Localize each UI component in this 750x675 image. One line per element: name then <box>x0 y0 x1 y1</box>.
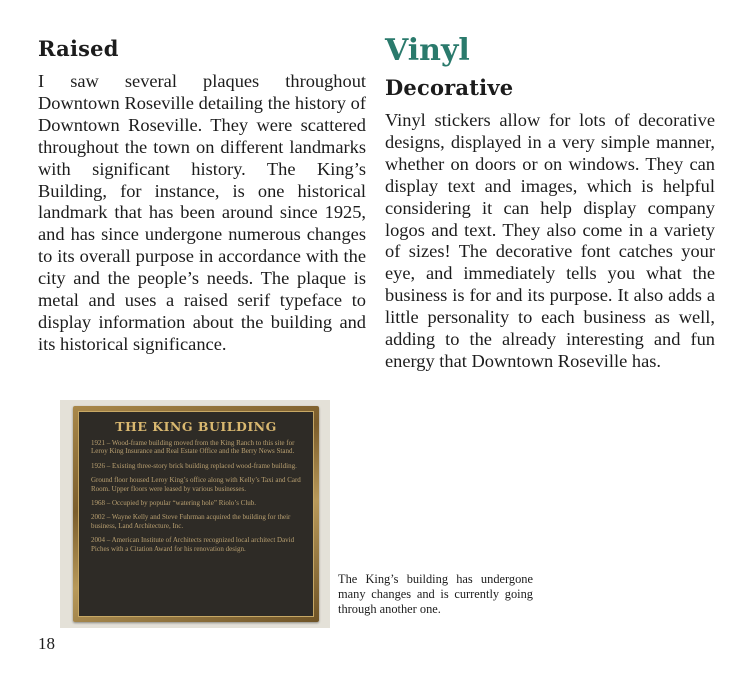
decorative-heading: Decorative <box>385 75 514 100</box>
plaque-line: 2004 – American Institute of Architects recognized local architect David Piches with a Citation Award for his renovation design. <box>91 536 295 553</box>
plaque-photo <box>60 400 330 628</box>
plaque-frame <box>73 406 319 622</box>
plaque-line: 1926 – Existing three-story brick building replaced wood-frame building. <box>91 461 297 470</box>
plaque-line: 1968 – Occupied by popular “watering hole” Riolo’s Club. <box>91 499 257 508</box>
right-column <box>385 34 715 373</box>
left-column <box>38 36 366 356</box>
plaque-face <box>78 411 314 617</box>
plaque-line: 1921 – Wood-frame building moved from the King Ranch to this site for Leroy King Insurance and Real Estate Office and the Berry News Stand. <box>91 439 295 456</box>
photo-caption: The King’s building has undergone many changes and is currently going through another one. <box>338 572 533 616</box>
vinyl-section-title: Vinyl <box>385 33 470 68</box>
page-number: 18 <box>38 634 55 653</box>
decorative-body-text: Vinyl stickers allow for lots of decorative designs, displayed in a very simple manner, whether on doors or on windows. They can display text and images, which is helpful considering it can help display company logos and text. They also come in a variety of sizes! The decorative font catches your eye, and immediately tells you what the business is for and its purpose. It also adds a little personality to each business as well, adding to the already interesting and fun energy that Downtown Roseville has. <box>385 110 715 371</box>
raised-body-text: I saw several plaques throughout Downtown Roseville detailing the history of Downtown Roseville. They were scattered throughout the town on different landmarks with significant history. The King’s Building, for instance, is one historical landmark that has been around since 1925, and has since undergone numerous changes to its overall purpose in accordance with the city and the people’s needs. The plaque is metal and uses a raised serif typeface to display information about the building and its historical significance. <box>38 71 366 354</box>
plaque-text-block <box>91 439 303 559</box>
raised-heading: Raised <box>38 36 119 61</box>
plaque-title: THE KING BUILDING <box>115 419 277 434</box>
plaque-line: Ground floor housed Leroy King’s office along with Kelly’s Taxi and Card Room. Upper floors were leased by various businesses. <box>91 476 301 493</box>
plaque-line: 2002 – Wayne Kelly and Steve Fuhrman acquired the building for their business, Land Architecture, Inc. <box>91 513 291 530</box>
